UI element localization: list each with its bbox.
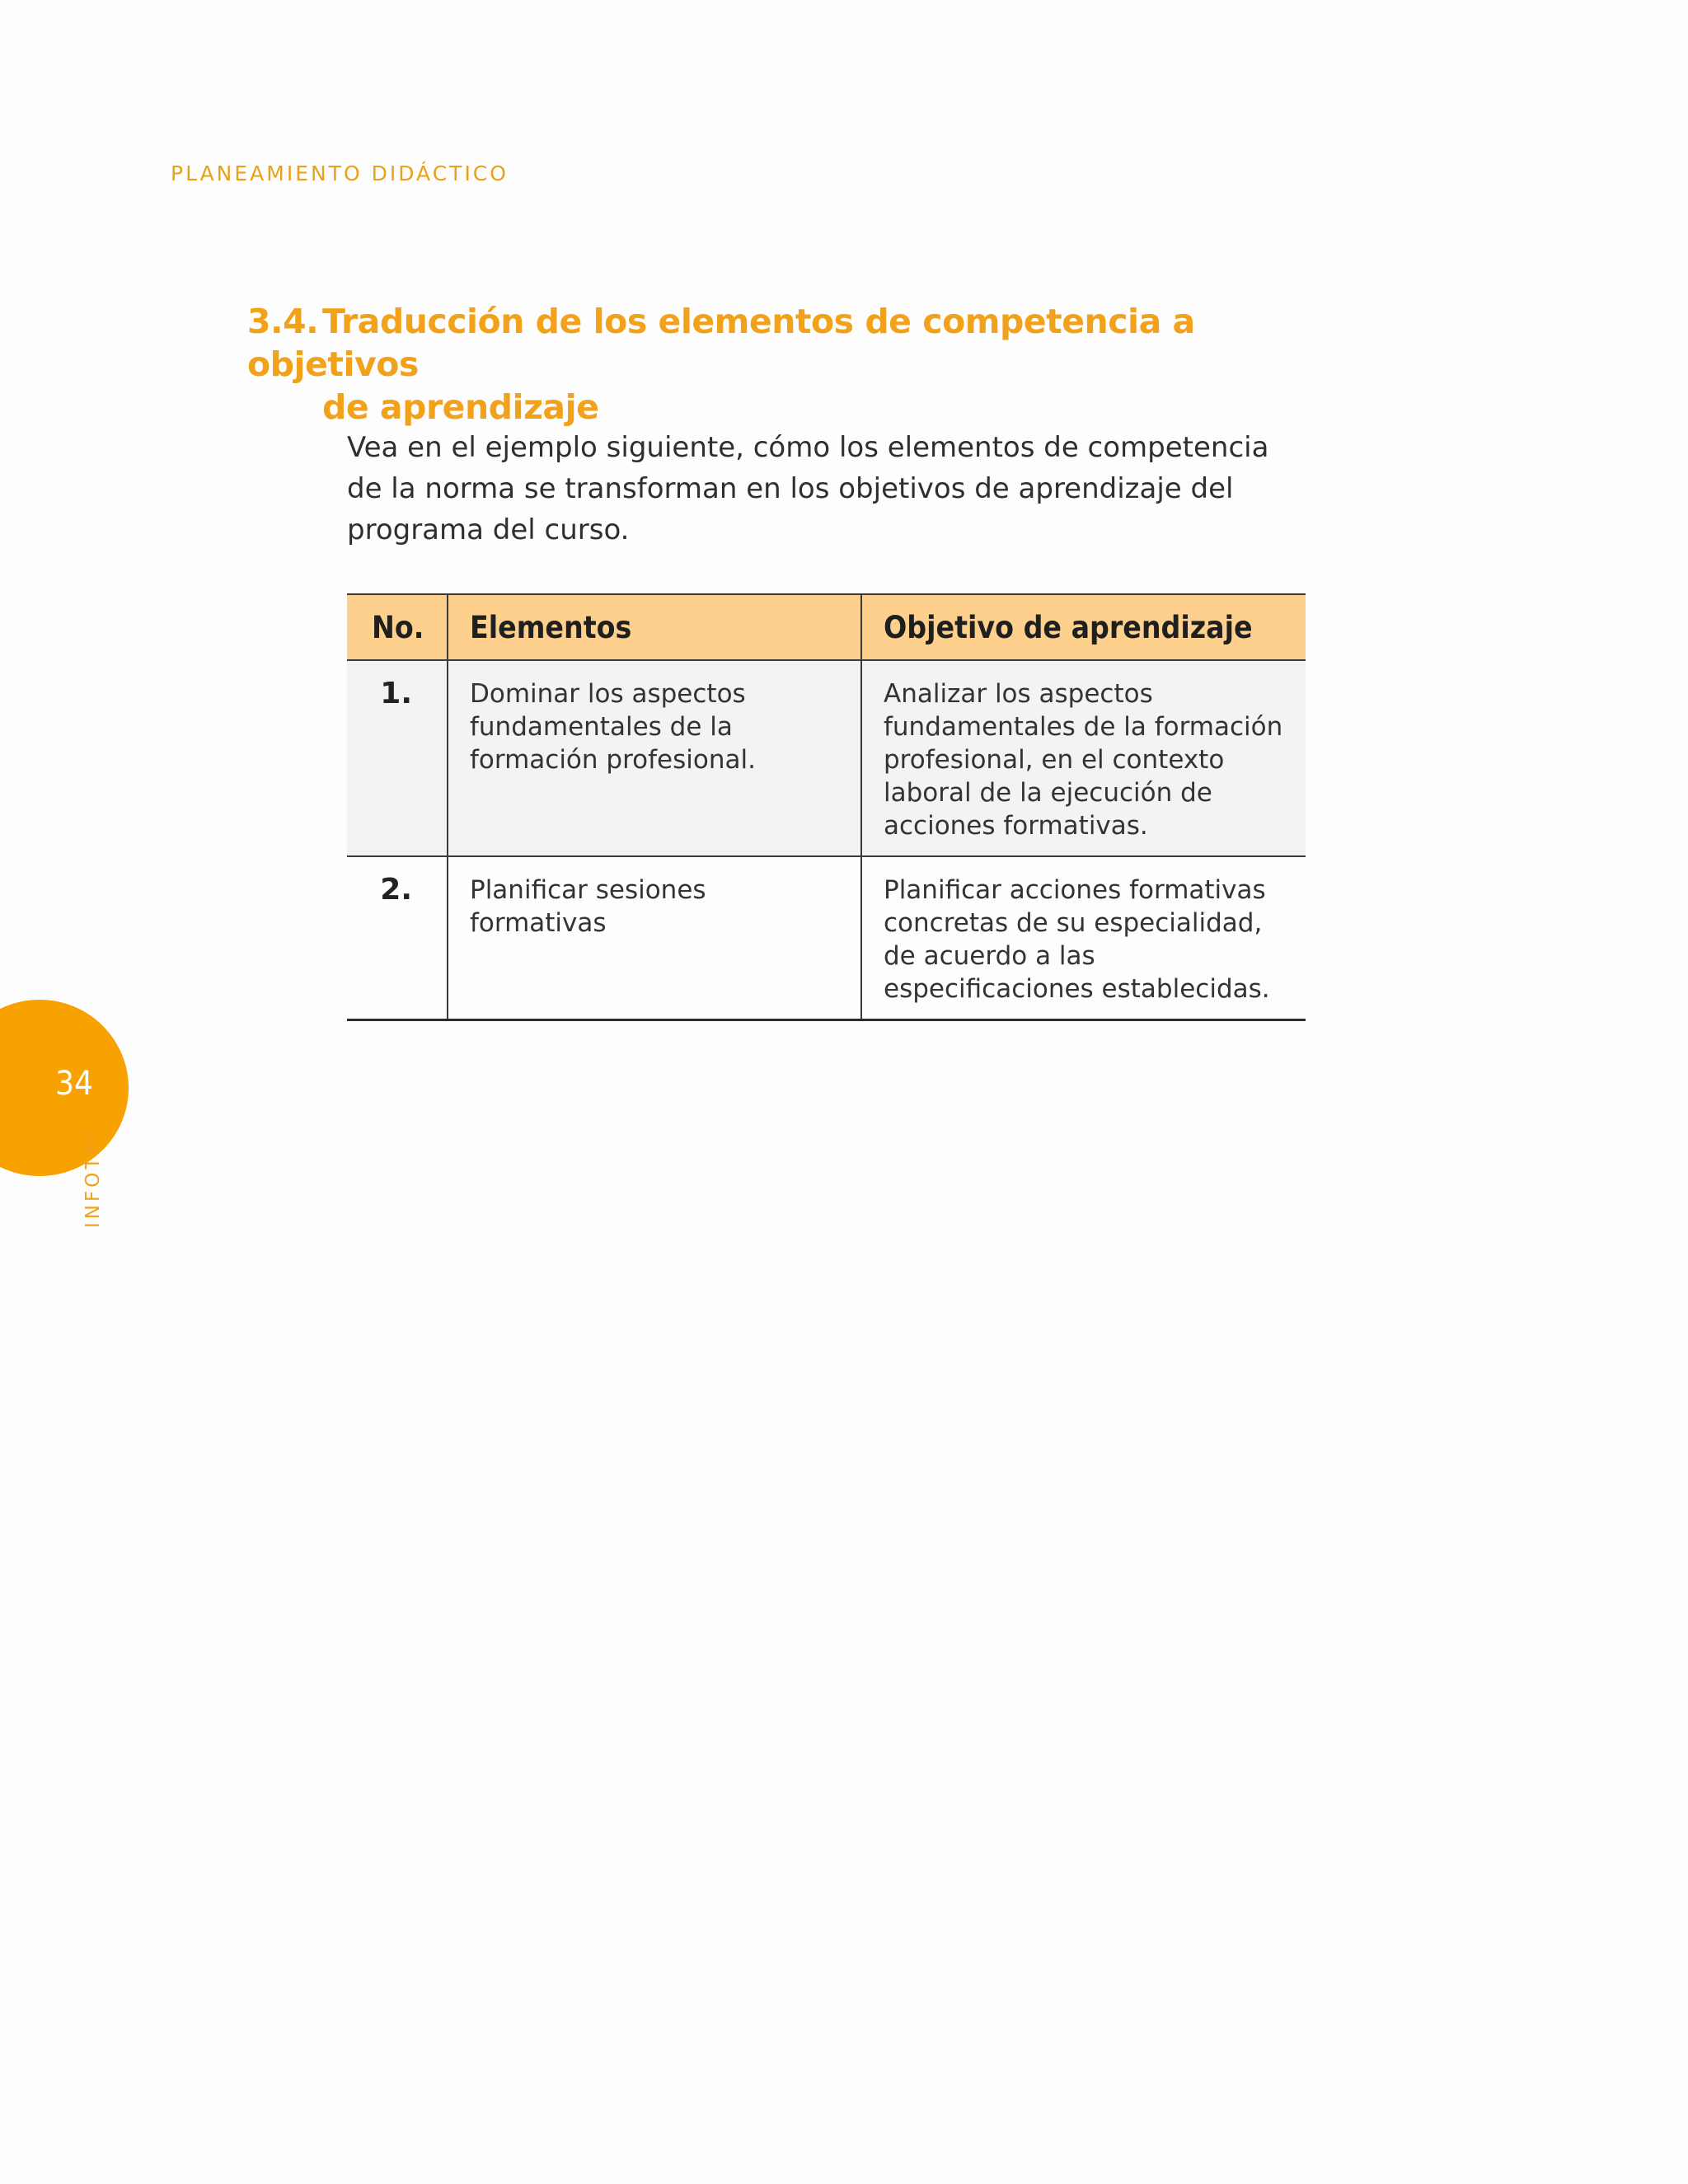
column-header-no: No. <box>347 594 448 660</box>
running-header: PLANEAMIENTO DIDÁCTICO <box>171 162 509 185</box>
section-title-line2: de aprendizaje <box>322 387 599 427</box>
table-row <box>347 856 1306 1020</box>
row-objetivo: Planificar acciones formativas concretas de su especialidad, de acuerdo a las especificaciones establecidas. <box>861 856 1306 1020</box>
intro-paragraph: Vea en el ejemplo siguiente, cómo los elementos de competencia de la norma se transforman en los objetivos de aprendizaje del programa del curso. <box>347 431 1269 546</box>
side-publisher-label: INFOTEP <box>82 1124 104 1228</box>
row-elemento: Dominar los aspectos fundamentales de la formación profesional. <box>448 660 861 856</box>
table-header-row <box>347 594 1306 660</box>
row-elemento: Planificar sesiones formativas <box>448 856 861 1020</box>
table-row <box>347 660 1306 856</box>
column-header-elementos: Elementos <box>448 594 861 660</box>
section-title-line1: Traducción de los elementos de competencia a objetivos <box>247 302 1195 384</box>
row-number: 2. <box>347 856 448 1020</box>
column-header-objetivo: Objetivo de aprendizaje <box>861 594 1306 660</box>
page-number: 34 <box>55 1065 93 1103</box>
competence-objectives-table <box>347 593 1306 1021</box>
section-number: 3.4. <box>247 302 319 341</box>
row-objetivo: Analizar los aspectos fundamentales de la formación profesional, en el contexto laboral de la ejecución de acciones formativas. <box>861 660 1306 856</box>
row-number: 1. <box>347 660 448 856</box>
section-title <box>247 300 1302 429</box>
